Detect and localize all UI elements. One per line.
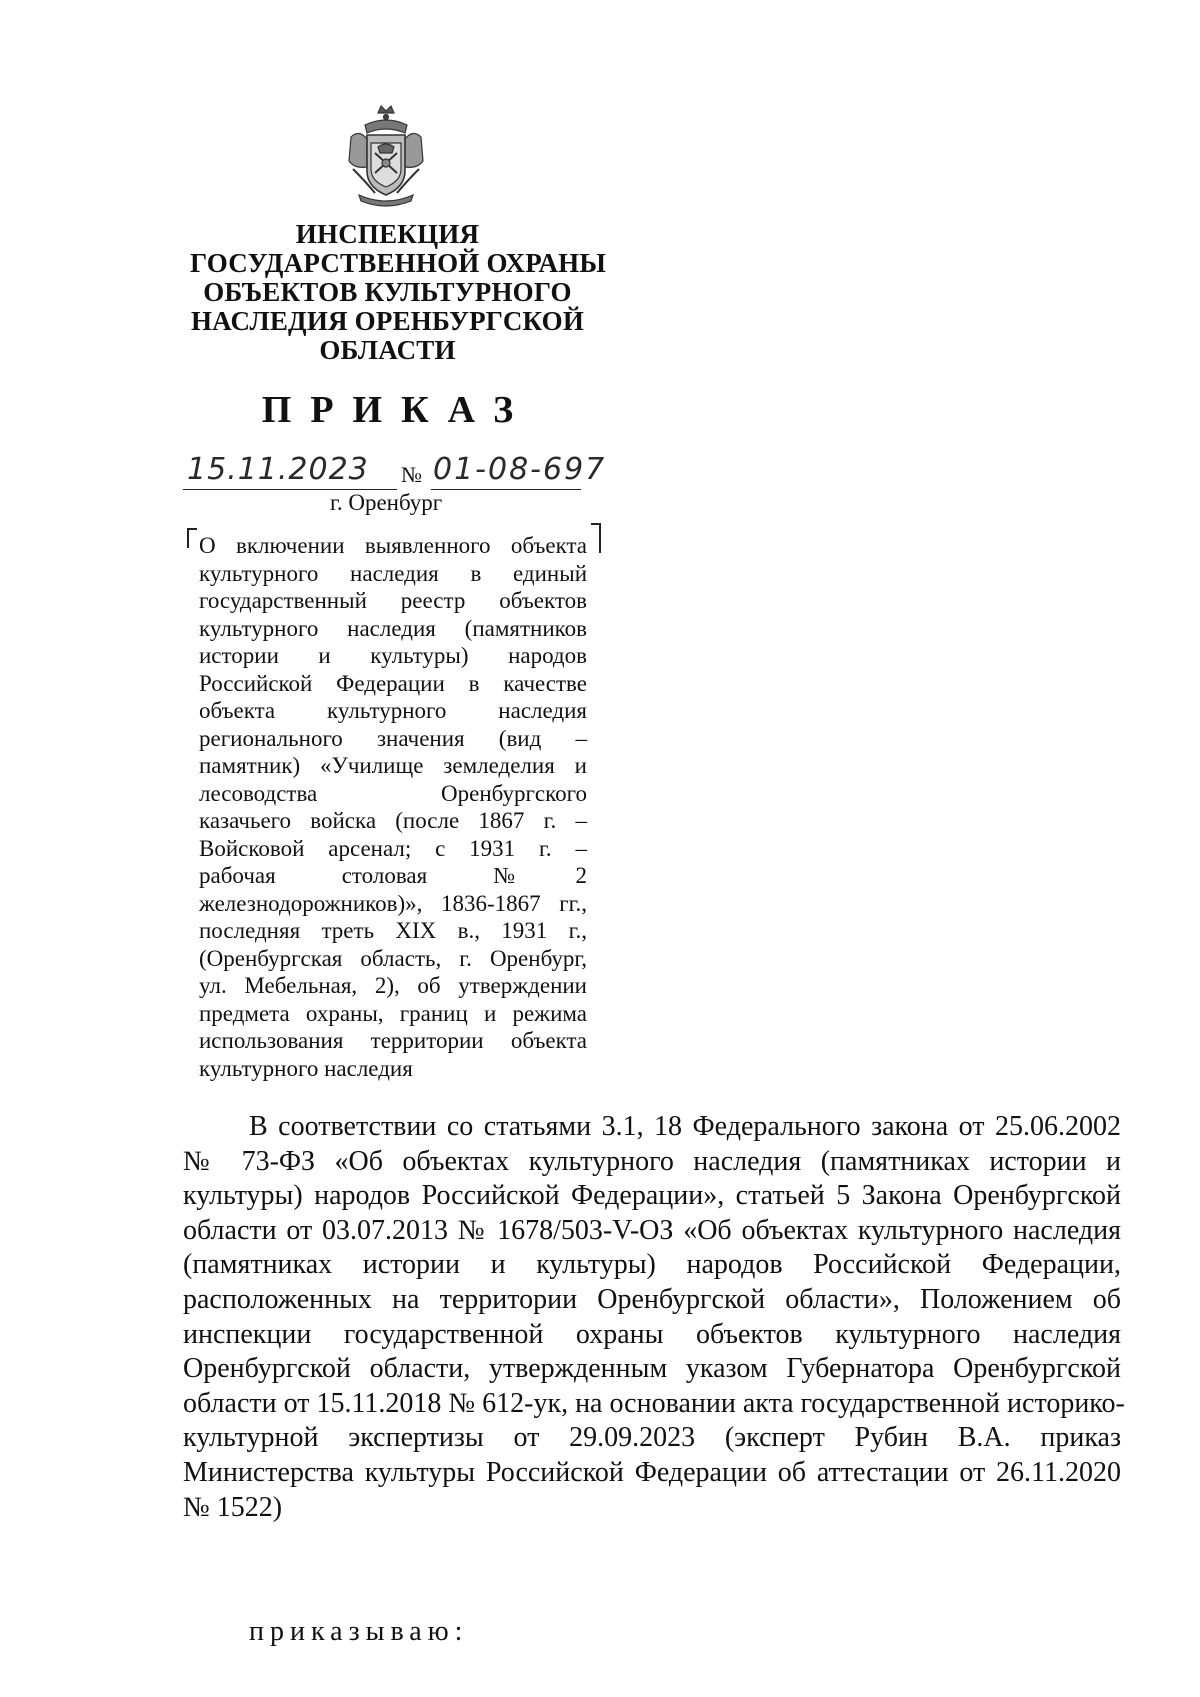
org-line: ОБЪЕКТОВ КУЛЬТУРНОГО [203, 277, 572, 307]
subject-line: О включении выявленного объекта [199, 533, 587, 558]
subject-bracket-right [591, 523, 601, 553]
subject-line: культурного наследия (памятников [199, 615, 587, 641]
preamble-line: области от 15.11.2018 № 612-ук, на основании акта государственной историко- [183, 1387, 1125, 1419]
subject-line: памятник) «Училище земледелия и [199, 753, 587, 778]
preamble-line: расположенных на территории Оренбургской области», Положением об [183, 1283, 1121, 1315]
handwritten-number: 01-08-697 [433, 452, 607, 487]
subject-line: рабочая столовая №2 [199, 863, 587, 888]
preamble-paragraph [183, 1110, 1125, 1525]
preamble-line: Оренбургской области, утвержденным указом Губернатора Оренбургской [183, 1353, 1121, 1385]
subject-line: истории и культуры) народов [199, 643, 587, 668]
subject-line: регионального значения (вид – [199, 725, 587, 751]
order-subject [199, 532, 587, 1082]
org-line: ИНСПЕКЦИЯ [295, 219, 480, 249]
preamble-line: № 1522) [183, 1491, 283, 1523]
handwritten-date: 15.11.2023 [187, 452, 369, 487]
city-label: г. Оренбург [330, 490, 443, 515]
number-underline [431, 489, 581, 490]
preamble-line: № 73-ФЗ «Об объектах культурного наследия (памятниках истории и [183, 1145, 1121, 1177]
coat-of-arms-emblem [345, 103, 427, 211]
number-sign: № [401, 462, 422, 487]
preamble-line: культуры) народов Российской Федерации», статьей 5 Закона Оренбургской [183, 1180, 1121, 1212]
org-line: ОБЛАСТИ [319, 335, 456, 365]
subject-line: казачьего войска (после 1867 г. – [199, 808, 587, 833]
subject-line: культурного наследия [199, 1055, 413, 1081]
subject-line: культурного наследия в единый [199, 560, 587, 586]
subject-line: предмета охраны, границ и режима [199, 1000, 587, 1026]
preamble-line: В соответствии со статьями 3.1, 18 Федерального закона от 25.06.2002 [249, 1111, 1121, 1142]
org-line: ГОСУДАРСТВЕННОЙ ОХРАНЫ [190, 248, 607, 278]
preamble-line: (памятниках истории и культуры) народов Российской Федерации, [183, 1249, 1121, 1281]
subject-bracket-left [187, 528, 197, 548]
subject-line: Российской Федерации в качестве [199, 670, 587, 696]
preamble-line: области от 03.07.2013 № 1678/503-V-ОЗ «Об объектах культурного наследия [183, 1214, 1121, 1246]
subject-line: использования территории объекта [199, 1028, 587, 1053]
subject-line: последняя треть XIX в., 1931 г., [199, 918, 587, 943]
order-directive: приказываю: [249, 1616, 469, 1647]
subject-line: железнодорожников)», 1836-1867 гг., [199, 890, 587, 916]
preamble-line: инспекции государственной охраны объектов культурного наследия [183, 1318, 1121, 1350]
subject-line: лесоводства Оренбургского [199, 780, 587, 806]
preamble-line: Министерства культуры Российской Федерации об аттестации от 26.11.2020 [183, 1456, 1121, 1488]
subject-line: (Оренбургская область, г. Оренбург, [199, 945, 587, 971]
document-type-title: ПРИКАЗ [261, 389, 533, 431]
date-number-line [183, 452, 613, 490]
subject-line: государственный реестр объектов [199, 588, 587, 613]
preamble-line: культурной экспертизы от 29.09.2023 (эксперт Рубин В.А. приказ [183, 1422, 1121, 1454]
subject-line: Войсковой арсенал; с 1931 г. – [199, 835, 587, 861]
org-line: НАСЛЕДИЯ ОРЕНБУРГСКОЙ [190, 306, 585, 336]
subject-line: объекта культурного наследия [199, 698, 587, 723]
issuing-organization [190, 219, 607, 365]
subject-line: ул. Мебельная, 2), об утверждении [199, 973, 587, 998]
